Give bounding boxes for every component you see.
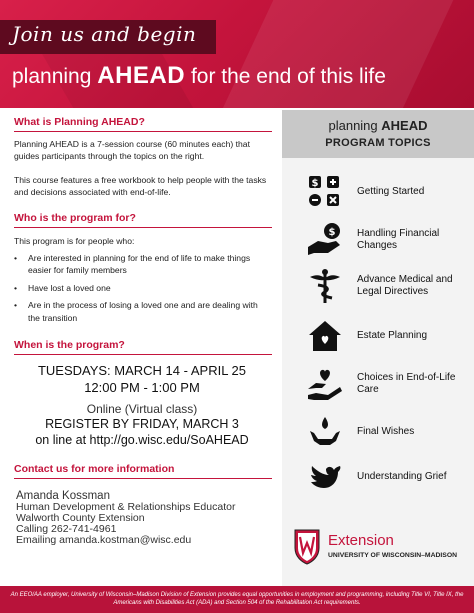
topic-estate-planning bbox=[282, 314, 474, 358]
topic-financial-changes bbox=[282, 218, 474, 262]
join-us-text: Join us and begin bbox=[12, 22, 197, 46]
svg-text:$: $ bbox=[328, 227, 336, 238]
section-divider bbox=[14, 478, 272, 479]
register-link[interactable]: on line at http://go.wisc.edu/SoAHEAD bbox=[35, 433, 249, 447]
topics-heading-light: planning bbox=[328, 118, 378, 133]
uw-crest-icon bbox=[292, 526, 322, 566]
headline bbox=[12, 62, 386, 90]
topic-label: Advance Medical and Legal Directives bbox=[357, 274, 453, 297]
topics-header bbox=[282, 110, 474, 158]
footer-eeo-statement: An EEO/AA employer, University of Wisconsin–Madison Division of Extension provides equal opportunities in employment and programming, including Title VI, Title IX, the Americans with Disabilities Act (ADA) and Section 504 of the Rehabilitation Act requirements. bbox=[0, 586, 474, 613]
section-divider bbox=[14, 227, 272, 228]
program-format: Online (Virtual class) bbox=[86, 402, 198, 416]
contact-name: Amanda Kossman bbox=[16, 490, 110, 502]
what-paragraph-2: This course features a free workbook to help people with the tasks and decisions associated with end-of-life. bbox=[14, 175, 267, 198]
list-item: • Are interested in planning for the end of life to make things easier for family members bbox=[14, 252, 270, 277]
contact-title: Contact us for more information bbox=[14, 463, 175, 475]
topic-medical-legal bbox=[282, 264, 474, 308]
contact-phone[interactable]: Calling 262-741-4961 bbox=[16, 523, 117, 535]
contact-org: Walworth County Extension bbox=[16, 512, 145, 524]
topics-heading-bold: AHEAD bbox=[381, 118, 428, 133]
topic-final-wishes bbox=[282, 410, 474, 454]
what-title: What is Planning AHEAD? bbox=[14, 116, 145, 128]
topics-heading bbox=[282, 118, 474, 133]
money-symbols-icon bbox=[306, 173, 344, 211]
svg-text:$: $ bbox=[311, 178, 319, 189]
topic-label: Handling Financial Changes bbox=[357, 228, 440, 251]
topic-label: Choices in End-of-Life Care bbox=[357, 372, 456, 395]
who-title: Who is the program for? bbox=[14, 212, 136, 224]
topic-label: Understanding Grief bbox=[357, 471, 447, 482]
hand-money-icon bbox=[306, 221, 344, 259]
headline-rest: for the end of this life bbox=[190, 65, 386, 88]
hands-heart-icon bbox=[306, 365, 344, 403]
topic-label: Estate Planning bbox=[357, 330, 428, 341]
contact-block bbox=[16, 491, 235, 546]
what-paragraph-1: Planning AHEAD is a 7-session course (60 minutes each) that guides participants through the topics on the right. bbox=[14, 139, 250, 162]
headline-planning: planning bbox=[12, 65, 92, 88]
section-divider bbox=[14, 354, 272, 355]
header-banner bbox=[0, 0, 474, 108]
candle-hands-icon bbox=[306, 413, 344, 451]
section-divider bbox=[14, 131, 272, 132]
program-dates: TUESDAYS: MARCH 14 - APRIL 25 bbox=[37, 363, 247, 378]
register-deadline: REGISTER BY FRIDAY, MARCH 3 bbox=[45, 417, 239, 431]
university-name: UNIVERSITY OF WISCONSIN–MADISON bbox=[328, 552, 458, 559]
program-topics-panel bbox=[282, 110, 474, 586]
extension-wordmark: Extension bbox=[328, 532, 394, 549]
bird-icon bbox=[306, 458, 344, 496]
contact-email[interactable]: Emailing amanda.kostman@wisc.edu bbox=[16, 534, 192, 546]
list-item: • Are in the process of losing a loved one and are dealing with the transition bbox=[14, 299, 270, 324]
who-bullet-list bbox=[14, 252, 270, 329]
topic-getting-started bbox=[282, 170, 474, 214]
topics-subheading: PROGRAM TOPICS bbox=[325, 137, 431, 149]
headline-ahead: AHEAD bbox=[97, 62, 186, 89]
topic-understanding-grief bbox=[282, 455, 474, 499]
topic-label: Getting Started bbox=[357, 186, 425, 197]
when-title: When is the program? bbox=[14, 339, 125, 351]
topic-end-of-life-care bbox=[282, 362, 474, 406]
house-icon bbox=[306, 317, 344, 355]
contact-role: Human Development & Relationships Educator bbox=[16, 501, 236, 513]
decorative-shape bbox=[217, 0, 462, 108]
who-intro: This program is for people who: bbox=[14, 236, 135, 246]
caduceus-icon bbox=[306, 267, 344, 305]
extension-logo bbox=[290, 522, 470, 582]
topic-label: Final Wishes bbox=[357, 426, 415, 437]
program-time: 12:00 PM - 1:00 PM bbox=[84, 380, 200, 395]
list-item: • Have lost a loved one bbox=[14, 282, 270, 294]
